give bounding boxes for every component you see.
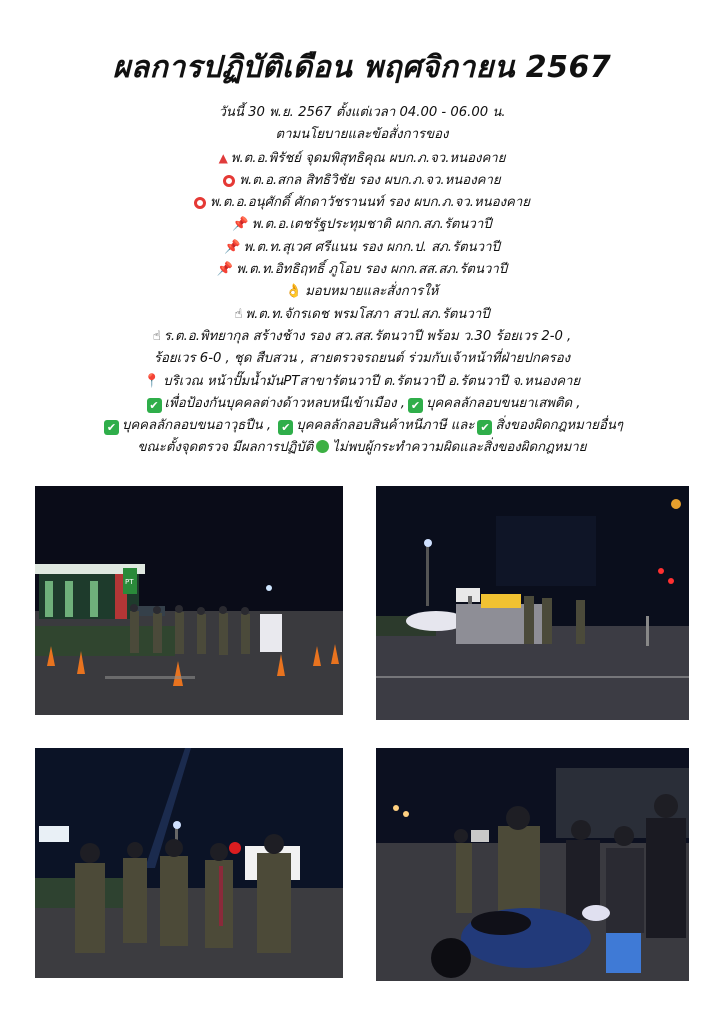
purpose-2-text: บุคคลลักลอบขนยาเสพติด ,: [425, 395, 581, 411]
officer-2-text: ร.ต.อ.พิทยากุล สร้างช้าง รอง สว.สส.รัตนวาปี พร้อม ว.30 ร้อยเวร 2-0 ,: [163, 328, 572, 344]
photo-4-illustration: [376, 748, 689, 981]
commander-3-text: พ.ต.อ.อนุศักดิ์ ศักดาวัชรานนท์ รอง ผบก.ภ.จว.หนองคาย: [209, 195, 531, 211]
commander-line-1: [30, 147, 694, 170]
commander-line-2: [30, 170, 694, 192]
purpose-3-text: บุคคลลักลอบขนอาวุธปืน ,: [121, 418, 272, 434]
commander-1-text: พ.ต.อ.พิรัชย์ จุดมพิสุทธิคุณ ผบก.ภ.จว.หนองคาย: [230, 150, 506, 166]
ok-hand-icon: 👌: [285, 284, 303, 300]
check-icon: ✔: [147, 398, 162, 413]
commander-4-text: พ.ต.อ.เตชรัฐประทุมชาติ ผกก.สภ.รัตนวาปี: [251, 217, 492, 233]
purpose-5-text: สิ่งของผิดกฎหมายอื่นๆ: [495, 418, 624, 434]
check-icon: ✔: [104, 420, 119, 435]
purpose-1-text: เพื่อป้องกันบุคคลต่างด้าวหลบหนีเข้าเมือง ,: [164, 395, 405, 411]
red-circle-icon: [194, 197, 206, 209]
pushpin-icon: 📌: [232, 217, 249, 233]
result-text-2: ไม่พบผู้กระทำความผิดและสิ่งของผิดกฎหมาย: [332, 440, 587, 456]
check-icon: ✔: [477, 420, 492, 435]
commander-6-text: พ.ต.ท.อิทธิฤทธิ์ ภูโอบ รอง ผกก.สส.สภ.รัตนวาปี: [236, 262, 508, 278]
photo-2-illustration: [376, 486, 689, 720]
pointing-finger-icon: ☝: [234, 306, 243, 322]
page-title: ผลการปฏิบัติเดือน พฤศจิกายน 2567: [112, 50, 612, 85]
check-icon: ✔: [408, 398, 423, 413]
officer-1-text: พ.ต.ท.จักรเดช พรมโสภา สวป.สภ.รัตนวาปี: [245, 306, 490, 322]
pointing-finger-icon: ☝: [152, 328, 161, 344]
location-text: บริเวณ หน้าปั๊มน้ำมันPTสาขารัตนวาปี ต.รัตนวาปี อ.รัตนวาปี จ.หนองคาย: [163, 373, 581, 389]
commander-line-4: [30, 214, 694, 236]
commander-line-6: [30, 259, 694, 281]
assign-text: มอบหมายและสั่งการให้: [305, 284, 439, 300]
pt-sign-text: PT: [125, 578, 134, 586]
location-line: [30, 371, 694, 393]
photo-vehicle-inspection: [376, 486, 689, 720]
photo-1-illustration: [35, 486, 343, 715]
commander-line-5: [30, 237, 694, 259]
pushpin-icon: 📌: [216, 262, 234, 278]
photo-3-illustration: [35, 748, 343, 978]
assign-line: [30, 281, 694, 303]
purpose-line-2: [30, 415, 694, 437]
result-line: [30, 437, 694, 459]
photo-checkpoint-gas-station: [35, 486, 343, 715]
announcement-text: [30, 102, 694, 460]
officer-line-2: [30, 326, 694, 348]
location-pin-icon: 📍: [143, 373, 161, 389]
result-text-1: ขณะตั้งจุดตรวจ มีผลการปฏิบัติ: [137, 440, 314, 456]
check-icon: ✔: [278, 420, 293, 435]
pushpin-icon: 📌: [224, 239, 241, 255]
commander-2-text: พ.ต.อ.สกล สิทธิวิชัย รอง ผบก.ภ.จว.หนองคาย: [239, 172, 501, 188]
photo-motorcycle-inspection: [376, 748, 689, 981]
purpose-line-1: [30, 393, 694, 415]
team-line: ร้อยเวร 6-0 , ชุด สืบสวน , สายตรวจรถยนต์ ร่วมกับเจ้าหน้าที่ฝ่ายปกครอง: [153, 351, 571, 367]
red-circle-icon: [223, 175, 235, 187]
green-circle-icon: [316, 440, 329, 453]
date-line: วันนี้ 30 พ.ย. 2567 ตั้งแต่เวลา 04.00 - 06.00 น.: [218, 105, 506, 120]
policy-line: ตามนโยบายและข้อสั่งการของ: [275, 127, 449, 143]
red-triangle-icon: ▲: [218, 150, 228, 165]
officer-line-1: [30, 304, 694, 326]
commander-line-3: [30, 192, 694, 214]
photo-officers-roadside: [35, 748, 343, 978]
purpose-4-text: บุคคลลักลอบสินค้าหนีภาษี และ: [296, 418, 475, 434]
commander-5-text: พ.ต.ท.สุเวศ ศรีแนน รอง ผกก.ป. สภ.รัตนวาปี: [243, 239, 500, 255]
